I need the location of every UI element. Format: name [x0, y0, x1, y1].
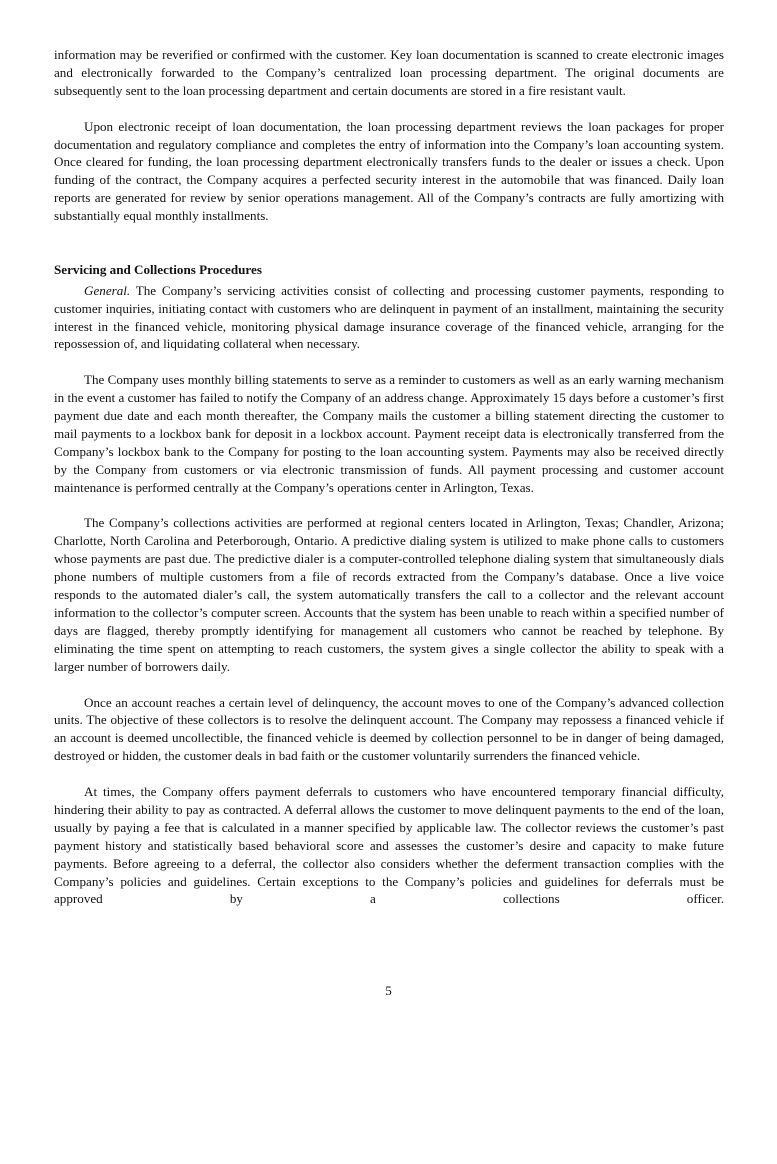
paragraph-collections-activities: The Company’s collections activities are performed at regional centers located in Arlington, Texas; Chandler, Arizona; Charlotte, North Carolina and Peterborough, Ontario. A predictive dialing system is utilized to make phone calls to customers whose payments are past due. The predictive dialer is a computer-controlled telephone dialing system that simultaneously dials phone numbers of multiple customers from a file of records extracted from the Company’s database. Once a live voice responds to the automated dialer’s call, the system automatically transfers the call to a collector and the relevant account information to the collector’s computer screen. Accounts that the system has been unable to reach within a specified number of days are flagged, thereby promptly identifying for management all customers who cannot be reached by telephone. By eliminating the time spent on attempting to reach customers, the system gives a single collector the ability to speak with a larger number of borrowers daily.: [54, 515, 724, 674]
paragraph-loan-processing: Upon electronic receipt of loan documentation, the loan processing department reviews the loan packages for proper documentation and regulatory compliance and completes the entry of information into the Company’s loan accounting system. Once cleared for funding, the loan processing department electronically transfers funds to the dealer or issues a check. Upon funding of the contract, the Company acquires a perfected security interest in the automobile that was financed. Daily loan reports are generated for review by senior operations management. All of the Company’s contracts are fully amortizing with substantially equal monthly installments.: [54, 118, 724, 224]
paragraph-loan-documentation: information may be reverified or confirmed with the customer. Key loan documentation is scanned to create electronic images and electronically forwarded to the Company’s centralized loan processing department. The original documents are subsequently sent to the loan processing department and certain documents are stored in a fire resistant vault.: [54, 47, 724, 98]
paragraph-gap: [54, 676, 724, 694]
document-page: [54, 46, 724, 908]
general-lead-in: General.: [84, 282, 131, 298]
general-text: The Company’s servicing activities consist of collecting and processing customer payments, responding to customer inquiries, initiating contact with customers who are delinquent in payment of an installment, maintaining the security interest in the financed vehicle, monitoring physical damage insurance coverage of the financed vehicle, arranging for the repossession of, and liquidating collateral when necessary.: [54, 282, 724, 352]
paragraph-gap: [54, 765, 724, 783]
page-number: 5: [385, 983, 392, 998]
paragraph-gap: [54, 225, 724, 243]
paragraph-advanced-collections: Once an account reaches a certain level of delinquency, the account moves to one of the Company’s advanced collection units. The objective of these collectors is to resolve the delinquent account. The Company may repossess a financed vehicle if an account is deemed uncollectible, the financed vehicle is deemed by collection personnel to be in danger of being damaged, destroyed or hidden, the customer deals in bad faith or the customer voluntarily surrenders the financed vehicle.: [54, 694, 724, 764]
paragraph-gap: [54, 497, 724, 515]
paragraph-general: [54, 282, 724, 354]
paragraph-payment-deferrals: At times, the Company offers payment deferrals to customers who have encountered temporary financial difficulty, hindering their ability to pay as contracted. A deferral allows the customer to move delinquent payments to the end of the loan, usually by paying a fee that is calculated in a manner specified by applicable law. The collector reviews the customer’s past payment history and statistically based behavioral score and assesses the customer’s desire and capacity to make future payments. Before agreeing to a deferral, the collector also considers whether the deferment transaction complies with the Company’s policies and guidelines. Certain exceptions to the Company’s policies and guidelines for deferrals must be approved by a collections officer.: [54, 784, 724, 907]
paragraph-gap: [54, 243, 724, 261]
paragraph-gap: [54, 100, 724, 118]
paragraph-billing-statements: The Company uses monthly billing statements to serve as a reminder to customers as well as an early warning mechanism in the event a customer has failed to notify the Company of an address change. Approximately 15 days before a customer’s first payment due date and each month thereafter, the Company mails the customer a billing statement directing the customer to mail payments to a lockbox bank for deposit in a lockbox account. Payment receipt data is electronically transferred from the Company’s lockbox bank to the Company for posting to the loan accounting system. Payments may also be received directly by the Company from customers or via electronic transmission of funds. All payment processing and customer account maintenance is performed centrally at the Company’s operations center in Arlington, Texas.: [54, 372, 724, 495]
paragraph-gap: [54, 353, 724, 371]
section-heading: Servicing and Collections Procedures: [54, 261, 262, 277]
